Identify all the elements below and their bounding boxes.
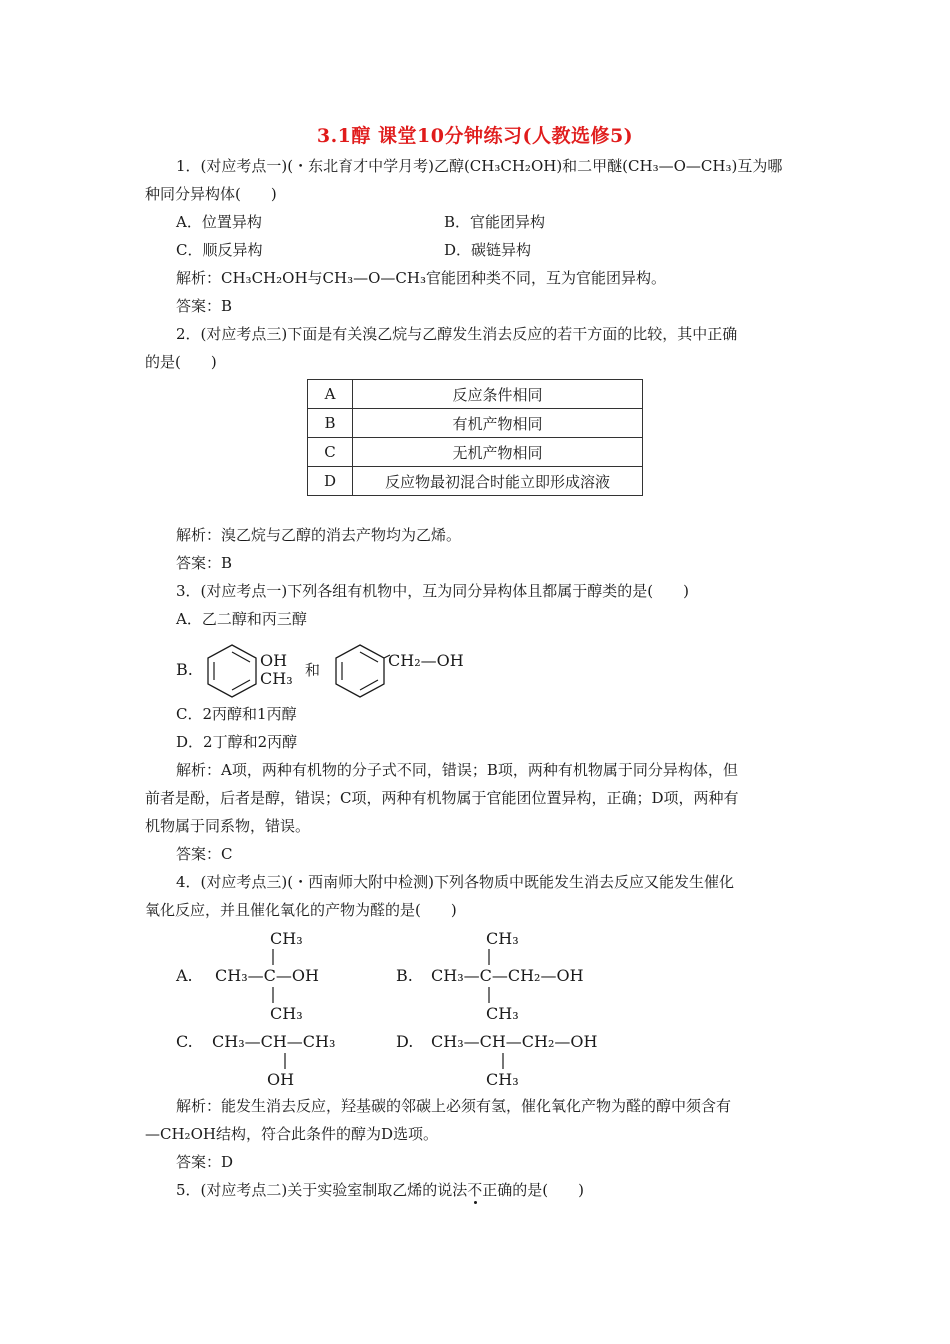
q3-option-a: A．乙二醇和丙三醇 [176,610,307,628]
q5-stem-pre: 5．(对应考点二)关于实验室制取乙烯的说法 [176,1181,468,1199]
bond-line [271,949,275,965]
q3-analysis-line1: 解析：A项，两种有机物的分子式不同，错误；B项，两种有机物属于同分异构体，但 [176,761,738,779]
table-row [308,438,643,467]
benzene-ring-icon [204,643,262,699]
q3-stem: 3．(对应考点一)下列各组有机物中，互为同分异构体且都属于醇类的是( ) [176,582,689,600]
table-row [308,409,643,438]
table-value: 无机产物相同 [353,438,643,467]
q3-answer: 答案：C [176,845,233,863]
table-value: 反应物最初混合时能立即形成溶液 [353,467,643,496]
bond-line [501,1053,505,1069]
q3-b-chain: CH₂—OH [388,651,464,670]
q4-c-label: C. [176,1032,193,1051]
q4-a-top: CH₃ [270,929,303,948]
q1-option-d: D．碳链异构 [444,241,532,259]
q4-stem-line2: 氧化反应，并且催化氧化的产物为醛的是( ) [145,901,457,919]
q3-b-substituent-ch3: CH₃ [260,669,293,688]
q4-d-main: CH₃—CH—CH₂—OH [431,1032,598,1051]
q1-option-c: C．顺反异构 [176,241,263,259]
q4-a-bottom: CH₃ [270,1004,303,1023]
q4-d-bottom: CH₃ [486,1070,519,1089]
q1-option-b: B．官能团异构 [444,213,546,231]
q3-b-substituent-oh: OH [260,651,288,670]
q5-stem-emphasis: 不 [467,1181,483,1199]
bond-line [283,1053,287,1069]
q4-analysis-line1: 解析：能发生消去反应，羟基碳的邻碳上必须有氢，催化氧化产物为醛的醇中须含有 [176,1097,732,1115]
bond-line [487,987,491,1003]
q4-b-bottom: CH₃ [486,1004,519,1023]
q2-stem-line1: 2．(对应考点三)下面是有关溴乙烷与乙醇发生消去反应的若干方面的比较，其中正确 [176,325,738,343]
bond-line [487,949,491,965]
q4-answer: 答案：D [176,1153,234,1171]
q5-stem-post: 正确的是( ) [482,1181,584,1199]
q4-a-label: A. [176,966,193,985]
q5-stem [176,1180,584,1200]
bond-line [271,987,275,1003]
benzene-ring-icon [332,643,390,699]
q1-analysis: 解析：CH₃CH₂OH与CH₃—O—CH₃官能团种类不同，互为官能团异构。 [176,269,666,287]
table-row [308,467,643,496]
q3-analysis-line3: 机物属于同系物，错误。 [145,817,311,835]
q4-stem-line1: 4．(对应考点三)(・西南师大附中检测)下列各物质中既能发生消去反应又能发生催化 [176,873,734,891]
q2-answer: 答案：B [176,554,233,572]
q4-d-label: D. [396,1032,414,1051]
page-title: 3.1醇 课堂10分钟练习(人教选修5) [316,125,634,147]
table-key: B [308,409,353,438]
q3-option-c: C．2丙醇和1丙醇 [176,705,297,723]
q1-answer: 答案：B [176,297,233,315]
q3-b-and: 和 [305,661,321,679]
q1-option-a: A．位置异构 [176,213,262,231]
table-row [308,380,643,409]
q4-c-main: CH₃—CH—CH₃ [212,1032,336,1051]
q1-stem-line1: 1．(对应考点一)(・东北育才中学月考)乙醇(CH₃CH₂OH)和二甲醚(CH₃—O—CH₃)互为哪 [176,157,783,175]
q2-options-table [307,379,643,496]
q2-analysis: 解析：溴乙烷与乙醇的消去产物均为乙烯。 [176,526,462,544]
table-value: 有机产物相同 [353,409,643,438]
q4-c-bottom: OH [267,1070,295,1089]
q2-stem-line2: 的是( ) [145,353,217,371]
table-key: D [308,467,353,496]
table-key: A [308,380,353,409]
q4-b-main: CH₃—C—CH₂—OH [431,966,584,985]
q1-stem-line2: 种同分异构体( ) [145,185,277,203]
q3-option-b-label: B. [176,660,193,679]
q4-b-label: B. [396,966,413,985]
table-key: C [308,438,353,467]
table-value: 反应条件相同 [353,380,643,409]
q3-analysis-line2: 前者是酚，后者是醇，错误；C项，两种有机物属于官能团位置异构，正确；D项，两种有 [145,789,739,807]
q4-b-top: CH₃ [486,929,519,948]
q4-analysis-line2: —CH₂OH结构，符合此条件的醇为D选项。 [145,1125,438,1143]
q4-a-main: CH₃—C—OH [215,966,319,985]
q3-option-d: D．2丁醇和2丙醇 [176,733,298,751]
